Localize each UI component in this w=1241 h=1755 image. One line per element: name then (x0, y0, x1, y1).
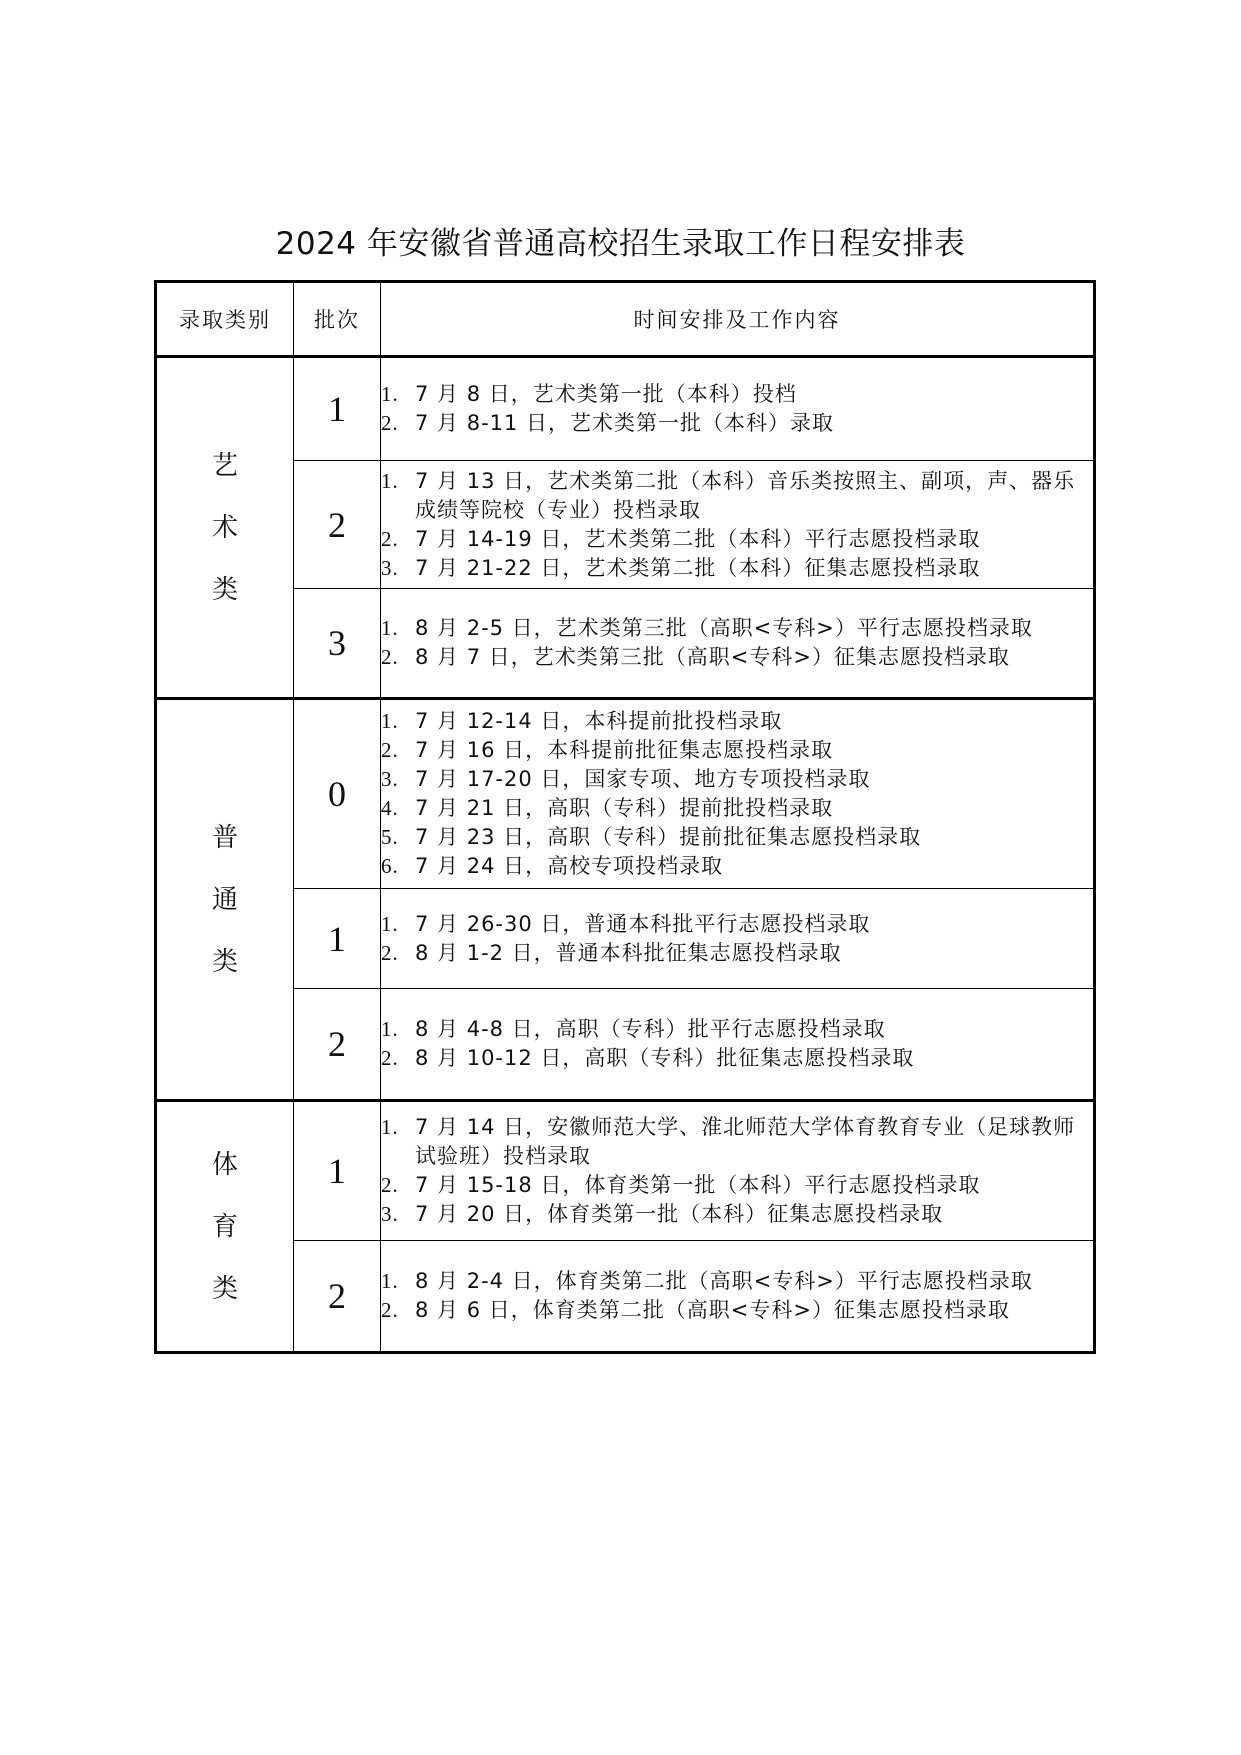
table-row (156, 589, 1095, 699)
item-number: 3. (381, 555, 399, 580)
item-text: 7 月 12-14 日，本科提前批投档录取 (415, 709, 783, 733)
header-row (156, 282, 1095, 357)
item-number: 1. (381, 1017, 399, 1041)
batch-cell: 3 (294, 589, 381, 699)
category-cell (156, 699, 294, 1101)
table-row (156, 1241, 1095, 1353)
batch-cell: 2 (294, 461, 381, 589)
item-number: 1. (381, 468, 399, 493)
item-number: 5. (381, 825, 399, 849)
content-cell (381, 357, 1095, 461)
item-number: 2. (381, 411, 399, 435)
schedule-item (381, 1267, 1093, 1296)
table-row (156, 889, 1095, 989)
schedule-item (381, 380, 1093, 409)
category-label: 体育类 (211, 1149, 238, 1304)
schedule-item (381, 643, 1093, 672)
item-text: 7 月 26-30 日，普通本科批平行志愿投档录取 (415, 911, 871, 936)
table-row (156, 1101, 1095, 1241)
schedule-item (381, 1200, 1093, 1229)
item-number: 4. (381, 796, 399, 820)
content-cell (381, 989, 1095, 1101)
batch-cell: 2 (294, 1241, 381, 1353)
item-text: 8 月 2-4 日，体育类第二批（高职<专科>）平行志愿投档录取 (415, 1269, 1033, 1293)
table-row (156, 989, 1095, 1101)
item-text: 7 月 15-18 日，体育类第一批（本科）平行志愿投档录取 (415, 1173, 981, 1197)
item-number: 3. (381, 767, 399, 791)
item-text: 7 月 8 日，艺术类第一批（本科）投档 (415, 382, 797, 406)
batch-cell: 0 (294, 699, 381, 889)
content-cell (381, 1241, 1095, 1353)
batch-cell: 1 (294, 1101, 381, 1241)
category-cell (156, 1101, 294, 1353)
schedule-item (381, 1296, 1093, 1325)
item-number: 2. (381, 645, 399, 669)
item-text: 8 月 2-5 日，艺术类第三批（高职<专科>）平行志愿投档录取 (415, 616, 1033, 640)
schedule-item (381, 1113, 1093, 1171)
table-row (156, 699, 1095, 889)
category-cell (156, 357, 294, 699)
batch-cell: 1 (294, 357, 381, 461)
item-text: 7 月 13 日，艺术类第二批（本科）音乐类按照主、副项，声、器乐成绩等院校（专业）投档录取 (415, 468, 1076, 522)
header-category: 录取类别 (156, 282, 294, 357)
item-text: 7 月 21-22 日，艺术类第二批（本科）征集志愿投档录取 (415, 555, 981, 580)
schedule-table (154, 280, 1096, 1354)
schedule-item (381, 525, 1093, 554)
schedule-item (381, 707, 1093, 736)
schedule-item (381, 823, 1093, 852)
schedule-item (381, 939, 1093, 968)
content-cell (381, 699, 1095, 889)
item-number: 1. (381, 382, 399, 406)
item-number: 2. (381, 738, 399, 762)
item-text: 7 月 8-11 日，艺术类第一批（本科）录取 (415, 411, 835, 435)
item-number: 6. (381, 854, 399, 878)
content-cell (381, 589, 1095, 699)
header-batch: 批次 (294, 282, 381, 357)
table-row (156, 461, 1095, 589)
item-text: 7 月 16 日，本科提前批征集志愿投档录取 (415, 738, 834, 762)
page-title: 2024 年安徽省普通高校招生录取工作日程安排表 (275, 226, 966, 262)
content-cell (381, 889, 1095, 989)
item-number: 1. (381, 1115, 399, 1139)
item-text: 8 月 6 日，体育类第二批（高职<专科>）征集志愿投档录取 (415, 1298, 1010, 1322)
item-number: 2. (381, 1298, 399, 1322)
item-text: 8 月 7 日，艺术类第三批（高职<专科>）征集志愿投档录取 (415, 645, 1010, 669)
item-number: 2. (381, 1046, 399, 1070)
content-cell (381, 1101, 1095, 1241)
item-number: 2. (381, 940, 399, 965)
category-label: 艺术类 (211, 450, 238, 605)
item-number: 2. (381, 1173, 399, 1197)
schedule-item (381, 467, 1093, 525)
item-text: 7 月 17-20 日，国家专项、地方专项投档录取 (415, 767, 871, 791)
schedule-item (381, 852, 1093, 881)
batch-cell: 1 (294, 889, 381, 989)
schedule-item (381, 409, 1093, 438)
content-cell (381, 461, 1095, 589)
schedule-item (381, 614, 1093, 643)
table-row (156, 357, 1095, 461)
item-text: 7 月 14-19 日，艺术类第二批（本科）平行志愿投档录取 (415, 526, 981, 551)
item-text: 7 月 14 日，安徽师范大学、淮北师范大学体育教育专业（足球教师试验班）投档录取 (415, 1115, 1076, 1168)
schedule-item (381, 1044, 1093, 1073)
schedule-item (381, 765, 1093, 794)
item-number: 2. (381, 526, 399, 551)
schedule-item (381, 1015, 1093, 1044)
item-text: 7 月 24 日，高校专项投档录取 (415, 854, 724, 878)
item-number: 3. (381, 1202, 399, 1226)
batch-cell: 2 (294, 989, 381, 1101)
category-label: 普通类 (211, 822, 238, 977)
item-text: 7 月 21 日，高职（专科）提前批投档录取 (415, 796, 834, 820)
item-text: 7 月 23 日，高职（专科）提前批征集志愿投档录取 (415, 825, 922, 849)
item-text: 8 月 1-2 日，普通本科批征集志愿投档录取 (415, 940, 842, 965)
schedule-item (381, 736, 1093, 765)
item-text: 8 月 4-8 日，高职（专科）批平行志愿投档录取 (415, 1017, 886, 1041)
item-number: 1. (381, 911, 399, 936)
item-text: 7 月 20 日，体育类第一批（本科）征集志愿投档录取 (415, 1202, 944, 1226)
header-content: 时间安排及工作内容 (381, 282, 1095, 357)
item-text: 8 月 10-12 日，高职（专科）批征集志愿投档录取 (415, 1046, 915, 1070)
schedule-item (381, 554, 1093, 583)
schedule-item (381, 910, 1093, 939)
item-number: 1. (381, 709, 399, 733)
item-number: 1. (381, 616, 399, 640)
item-number: 1. (381, 1269, 399, 1293)
schedule-item (381, 1171, 1093, 1200)
schedule-item (381, 794, 1093, 823)
